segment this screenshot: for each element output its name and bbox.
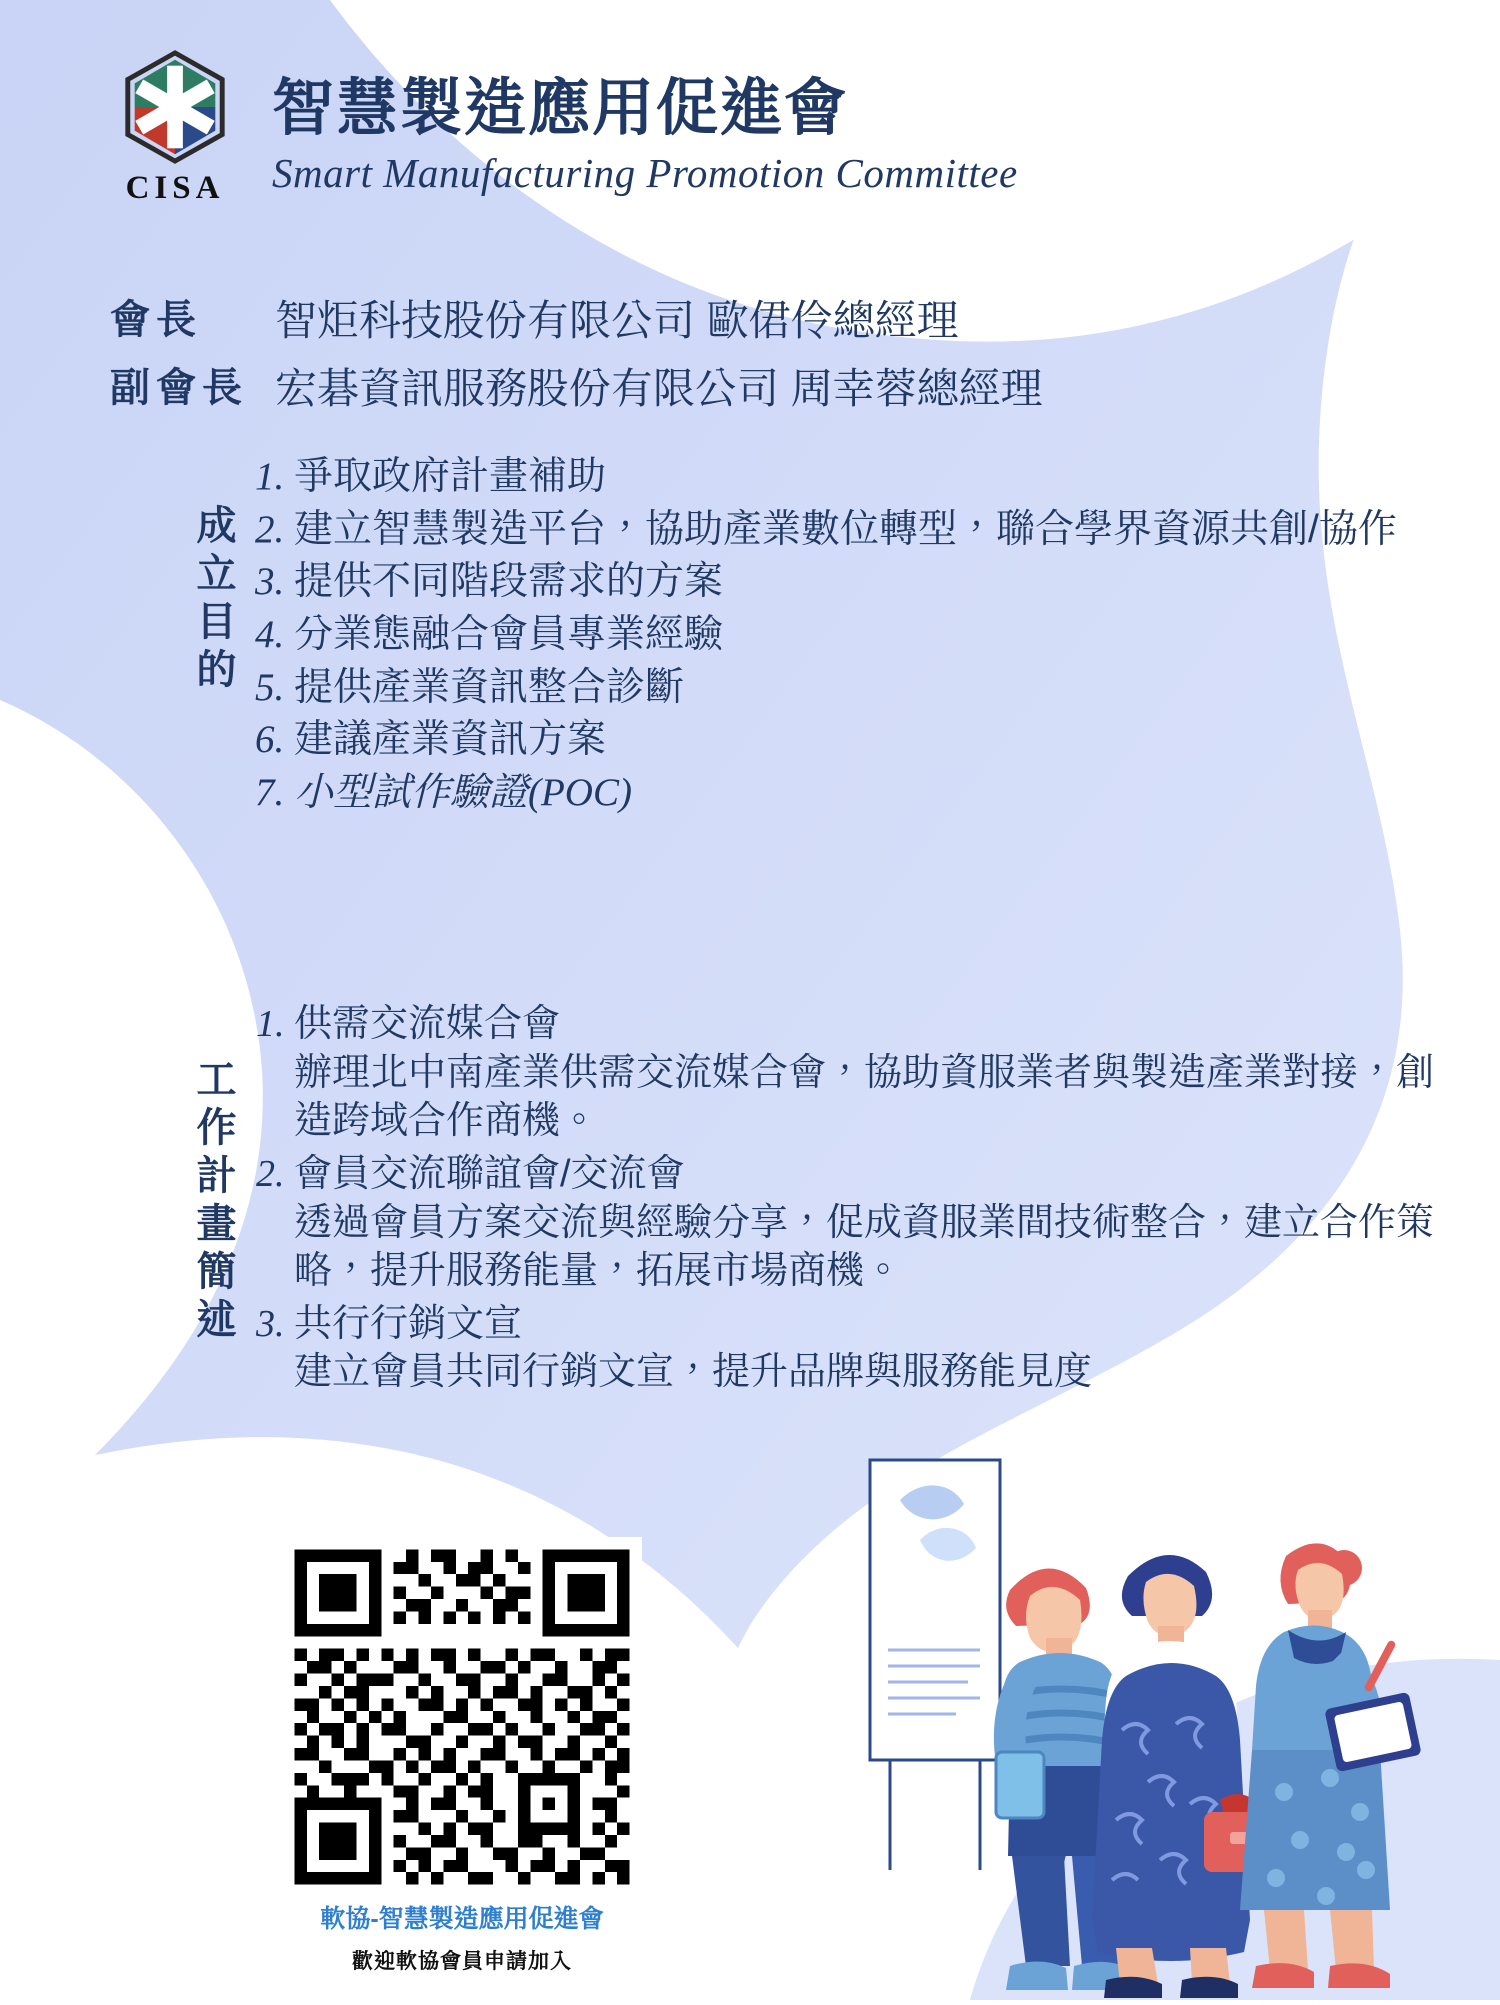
purpose-section-label: 成立目的 bbox=[191, 504, 235, 696]
officers-list bbox=[110, 288, 1043, 424]
officer-role: 會長 bbox=[110, 298, 202, 342]
list-item bbox=[294, 1300, 1466, 1397]
people-illustration bbox=[860, 1400, 1460, 2000]
qr-caption: 軟協-智慧製造應用促進會 bbox=[320, 1905, 604, 1933]
list-item: 4. 分業態融合會員專業經驗 bbox=[294, 610, 1397, 661]
officer-role: 副會長 bbox=[110, 366, 248, 410]
list-item: 1. 爭取政府計畫補助 bbox=[294, 452, 1397, 503]
list-item-description: 辦理北中南產業供需交流媒合會，協助資服業者與製造產業對接，創造跨域合作商機。 bbox=[294, 1051, 1435, 1143]
list-item bbox=[294, 1150, 1466, 1296]
list-item bbox=[294, 1000, 1466, 1146]
officer-name: 宏碁資訊服務股份有限公司 周幸蓉總經理 bbox=[275, 365, 1043, 412]
cisa-hexagon-icon bbox=[116, 48, 234, 166]
officer-name: 智炬科技股份有限公司 歐侰伶總經理 bbox=[275, 297, 959, 344]
list-item-description: 透過會員方案交流與經驗分享，促成資服業間技術整合，建立合作策略，提升服務能量，拓展市場商機。 bbox=[294, 1201, 1435, 1293]
purpose-item-list bbox=[242, 452, 1397, 821]
work-plan-section bbox=[186, 1000, 1466, 1401]
page-title: 智慧製造應用促進會 bbox=[272, 74, 849, 143]
logo bbox=[100, 48, 250, 207]
officer-row bbox=[110, 356, 1043, 416]
page-subtitle: Smart Manufacturing Promotion Committee bbox=[272, 150, 1018, 197]
person-woman-2 bbox=[1240, 1543, 1422, 1988]
list-item: 7. 小型試作驗證(POC) bbox=[294, 768, 1397, 819]
qr-block bbox=[282, 1537, 642, 1975]
list-item-title: 供需交流媒合會 bbox=[294, 1003, 561, 1045]
person-woman-1 bbox=[1092, 1555, 1276, 1998]
document-header bbox=[100, 48, 1018, 207]
list-item-title: 共行行銷文宣 bbox=[294, 1302, 523, 1345]
work-plan-section-label: 工作計畫簡述 bbox=[191, 1058, 235, 1346]
list-item: 2. 建立智慧製造平台，協助產業數位轉型，聯合學界資源共創/協作 bbox=[294, 505, 1397, 556]
list-item: 3. 提供不同階段需求的方案 bbox=[294, 557, 1397, 608]
list-item-description: 建立會員共同行銷文宣，提升品牌與服務能見度 bbox=[294, 1351, 1093, 1394]
officer-row bbox=[110, 288, 1043, 348]
list-item: 5. 提供產業資訊整合診斷 bbox=[294, 663, 1397, 714]
logo-text: CISA bbox=[125, 170, 225, 206]
list-item-title: 會員交流聯誼會/交流會 bbox=[294, 1152, 685, 1195]
qr-code-image[interactable] bbox=[282, 1537, 642, 1897]
qr-subcaption: 歡迎軟協會員申請加入 bbox=[352, 1950, 572, 1973]
list-item: 6. 建議產業資訊方案 bbox=[294, 715, 1397, 766]
presentation-board-icon bbox=[870, 1460, 1000, 1870]
purpose-section bbox=[186, 452, 1446, 821]
work-plan-item-list bbox=[242, 1000, 1466, 1401]
